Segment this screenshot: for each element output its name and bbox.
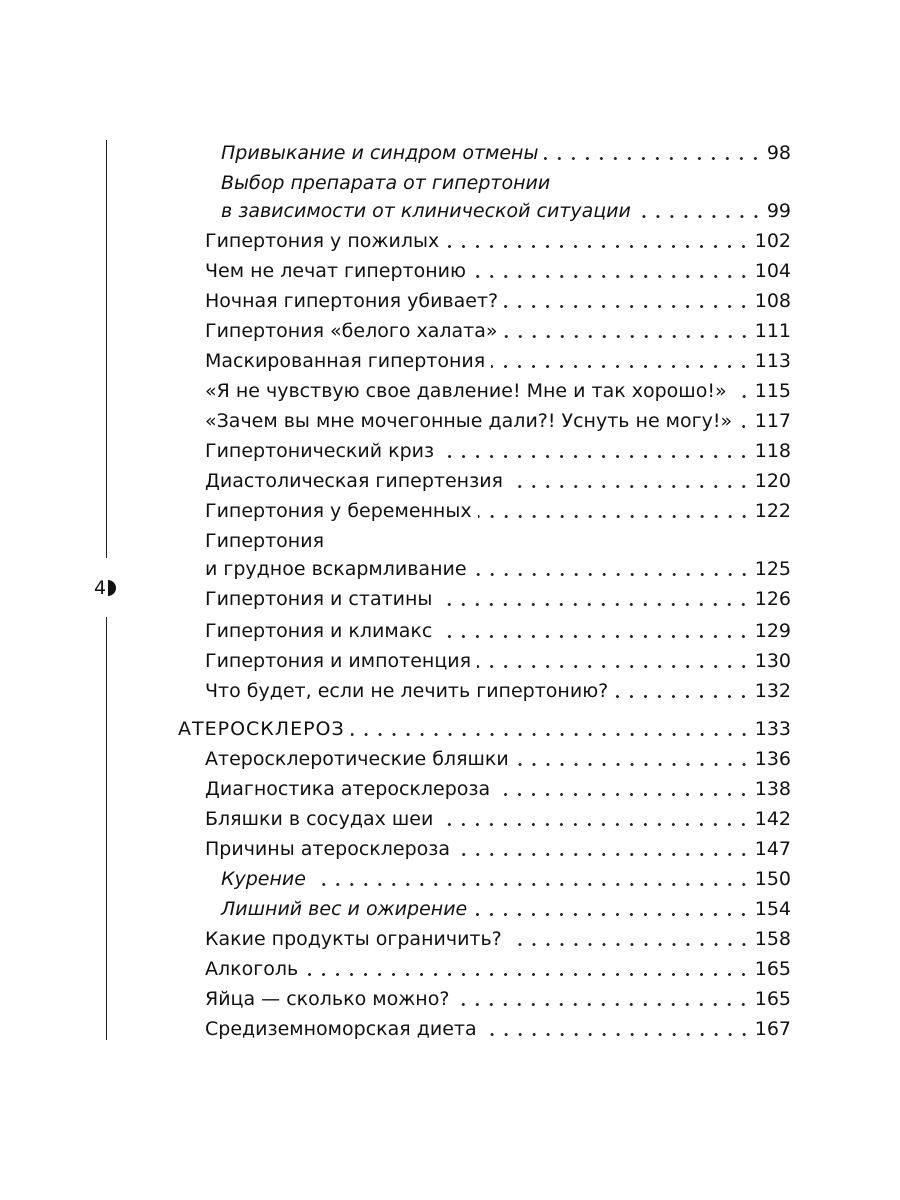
dot-leader [440, 455, 751, 458]
dot-leader [473, 573, 751, 576]
dot-leader [483, 1033, 751, 1036]
margin-rule-top [106, 140, 107, 558]
dot-leader [439, 823, 750, 826]
toc-entry[interactable] [205, 376, 791, 406]
dot-leader [472, 275, 751, 278]
toc-entry-title: Ночная гипертония убивает? [205, 290, 499, 312]
toc-entry-page: 147 [754, 838, 791, 860]
toc-entry-title-line1: Гипертония [205, 530, 325, 552]
toc-entry-title: Гипертония у беременных [205, 500, 472, 522]
toc-entry-title: Гипертония и статины [205, 588, 433, 610]
toc-entry-title: Привыкание и синдром отмены [221, 142, 539, 164]
toc-entry-title-line1: Выбор препарата от гипертонии [221, 172, 551, 194]
toc-entry-page: 117 [754, 410, 791, 432]
toc-entry-page: 133 [754, 718, 791, 740]
toc-entry-page: 108 [754, 290, 791, 312]
toc-entry[interactable] [205, 286, 791, 316]
toc-entry[interactable] [221, 196, 791, 226]
toc-entry-title: Маскированная гипертония [205, 350, 486, 372]
dot-leader [304, 973, 751, 976]
toc-entry-title: Диагностика атеросклероза [205, 778, 491, 800]
toc-entry[interactable] [205, 1014, 791, 1044]
toc-entry[interactable] [205, 774, 791, 804]
toc-entry-title: Лишний вес и ожирение [221, 898, 468, 920]
toc-entry-page: 98 [766, 142, 791, 164]
dot-leader [509, 485, 751, 488]
toc-entry-title: Какие продукты ограничить? [205, 928, 502, 950]
dot-leader [478, 515, 751, 518]
dot-leader [738, 425, 751, 428]
toc-entry[interactable] [221, 138, 791, 168]
toc-entry[interactable] [205, 436, 791, 466]
toc-entry-title: Гипертония у пожилых [205, 230, 440, 252]
toc-entry[interactable] [205, 496, 791, 526]
toc-entry[interactable] [205, 924, 791, 954]
toc-entry[interactable] [205, 256, 791, 286]
toc-entry[interactable] [221, 894, 791, 924]
toc-entry-title: Алкоголь [205, 958, 299, 980]
toc-entry-title: Гипертония и импотенция [205, 650, 472, 672]
toc-entry[interactable] [205, 834, 791, 864]
dot-leader [496, 793, 751, 796]
toc-entry-page: 142 [754, 808, 791, 830]
toc-entry-title: и грудное вскармливание [205, 558, 467, 580]
dot-leader [351, 733, 751, 736]
toc-entry[interactable] [205, 646, 791, 676]
toc-entry-page: 115 [754, 380, 791, 402]
dot-leader [614, 695, 750, 698]
toc-entry-page: 113 [754, 350, 791, 372]
dot-leader [504, 305, 751, 308]
toc-entry-page: 122 [754, 500, 791, 522]
toc-entry-page: 118 [754, 440, 791, 462]
toc-entry-title: Гипертонический криз [205, 440, 435, 462]
dot-leader [515, 763, 751, 766]
toc-entry[interactable] [205, 954, 791, 984]
dot-leader [733, 395, 751, 398]
half-circle-icon [108, 580, 116, 596]
toc-entry-title: «Я не чувствую свое давление! Мне и так хорошо!» [205, 380, 727, 402]
toc-entry[interactable] [205, 346, 791, 376]
toc-entry[interactable] [221, 864, 791, 894]
toc-entry-page: 111 [754, 320, 791, 342]
toc-entry-title: Чем не лечат гипертонию [205, 260, 467, 282]
toc-entry-page: 104 [754, 260, 791, 282]
dot-leader [438, 603, 750, 606]
toc-entry[interactable] [205, 226, 791, 256]
dot-leader [637, 215, 763, 218]
toc-entry[interactable] [205, 616, 791, 646]
toc-entry-page: 158 [754, 928, 791, 950]
dot-leader [473, 913, 750, 916]
toc-entry[interactable] [205, 984, 791, 1014]
toc-entry-page: 154 [754, 898, 791, 920]
dot-leader [544, 157, 762, 160]
toc-entry-title: Курение [221, 868, 306, 890]
toc-entry-title: Гипертония и климакс [205, 620, 433, 642]
toc-entry-page: 120 [754, 470, 791, 492]
toc-entry-title: Атеросклеротические бляшки [205, 748, 509, 770]
toc-entry[interactable] [205, 584, 791, 614]
dot-leader [438, 635, 750, 638]
toc-entry-title: Гипертония «белого халата» [205, 320, 498, 342]
page-number [94, 577, 116, 599]
toc-section-heading[interactable] [178, 714, 791, 744]
toc-entry-title: Яйца — сколько можно? [205, 988, 450, 1010]
dot-leader [504, 335, 751, 338]
toc-entry-page: 126 [754, 588, 791, 610]
dot-leader [477, 665, 751, 668]
toc-entry-title: в зависимости от клинической ситуации [221, 200, 631, 222]
toc-entry-page: 165 [754, 958, 791, 980]
toc-entry-page: 125 [754, 558, 791, 580]
toc-entry-page: 138 [754, 778, 791, 800]
toc-entry-page: 150 [754, 868, 791, 890]
toc-entry[interactable] [205, 744, 791, 774]
toc-entry[interactable] [205, 406, 791, 436]
toc-entry-page: 99 [766, 200, 791, 222]
toc-entry-title: Средиземноморская диета [205, 1018, 477, 1040]
toc-entry-title: Бляшки в сосудах шеи [205, 808, 434, 830]
toc-entry[interactable] [205, 554, 791, 584]
toc-entry-title: Диастолическая гипертензия [205, 470, 503, 492]
toc-entry[interactable] [205, 316, 791, 346]
margin-rule-bottom [106, 617, 107, 1040]
dot-leader [455, 1003, 750, 1006]
toc-entry[interactable] [205, 466, 791, 496]
toc-entry-page: 165 [754, 988, 791, 1010]
dot-leader [445, 245, 751, 248]
toc-entry-page: 129 [754, 620, 791, 642]
toc-entry[interactable] [205, 676, 791, 706]
dot-leader [491, 365, 751, 368]
dot-leader [456, 853, 751, 856]
page-number-text: 4 [94, 577, 107, 599]
dot-leader [312, 883, 751, 886]
toc-entry-title: «Зачем вы мне мочегонные дали?! Уснуть не могу!» [205, 410, 733, 432]
toc-entry-page: 167 [754, 1018, 791, 1040]
toc-entry[interactable] [205, 804, 791, 834]
toc-section-title: АТЕРОСКЛЕРОЗ [178, 718, 345, 740]
toc-entry-title: Что будет, если не лечить гипертонию? [205, 680, 609, 702]
toc-entry-page: 132 [754, 680, 791, 702]
toc-entry-title: Причины атеросклероза [205, 838, 451, 860]
toc-entry-page: 130 [754, 650, 791, 672]
toc-entry-page: 136 [754, 748, 791, 770]
toc-entry-page: 102 [754, 230, 791, 252]
dot-leader [508, 943, 751, 946]
